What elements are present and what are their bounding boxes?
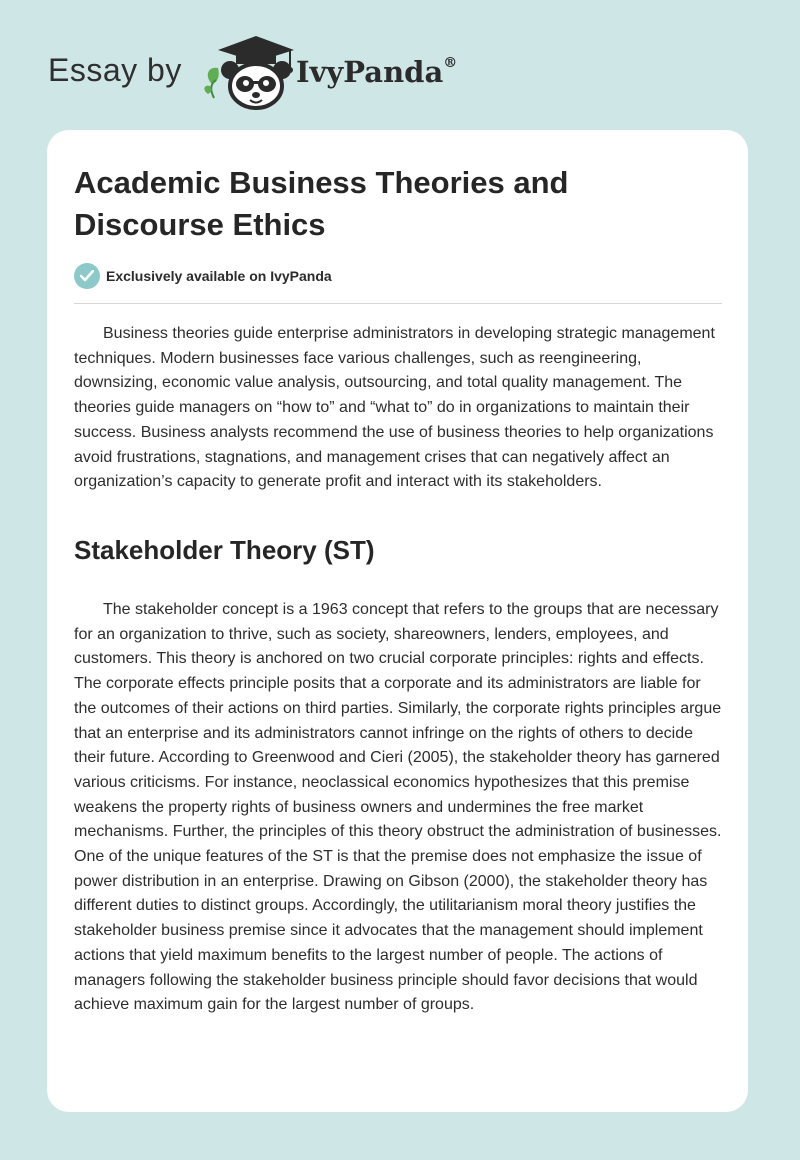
section-paragraph: The stakeholder concept is a 1963 concept that refers to the groups that are necessary for an organization to thrive, such as society, shareowners, lenders, employees, and customers. This theory is anchored on two crucial corporate principles: rights and effects. The corporate effects principle posits that a corporate and its administrators are liable for the outcomes of their actions on third parties. Similarly, the corporate rights principles argue that an enterprise and its administrators cannot infringe on the rights of others to decide their future. According to Greenwood and Cieri (2005), the stakeholder theory has garnered various criticisms. For instance, neoclassical economics hypothesizes that this premise weakens the property rights of business owners and undermines the free market mechanisms. Further, the principles of this theory obstruct the administration of businesses. One of the unique features of the ST is that the premise does not emphasize the issue of power distribution in an enterprise. Drawing on Gibson (2000), the stakeholder theory has different duties to distinct groups. Accordingly, the utilitarianism moral theory justifies the stakeholder business premise since it advocates that the management should implement actions that yield maximum benefits to the largest number of people. The actions of managers following the stakeholder business principle should favor decisions that would achieve maximum gain for the largest number of groups. xyxy=(74,601,722,1014)
intro-paragraph: Business theories guide enterprise administrators in developing strategic management techniques. Modern businesses face various challenges, such as reengineering, downsizing, economic value analysis, outsourcing, and total quality management. The theories guide managers on “how to” and “what to” do in organizations to maintain their success. Business analysts recommend the use of business theories to help organizations avoid frustrations, stagnations, and management crises that can negatively affect an organization’s capacity to generate profit and interact with its stakeholders. xyxy=(74,325,715,491)
brand-text: IvyPanda xyxy=(296,55,444,89)
article-title: Academic Business Theories and Discourse Ethics xyxy=(74,165,569,242)
exclusive-label: Exclusively available on IvyPanda xyxy=(106,268,332,284)
site-header xyxy=(48,30,748,110)
essay-by-label: Essay by xyxy=(48,52,182,88)
article-card xyxy=(47,130,748,1112)
exclusive-badge xyxy=(74,263,332,289)
brand-name[interactable] xyxy=(296,55,457,89)
panda-graduate-icon[interactable] xyxy=(202,32,300,112)
divider xyxy=(74,303,722,304)
checkmark-icon xyxy=(74,263,100,289)
registered-mark: ® xyxy=(443,55,458,72)
section-heading: Stakeholder Theory (ST) xyxy=(74,535,375,565)
